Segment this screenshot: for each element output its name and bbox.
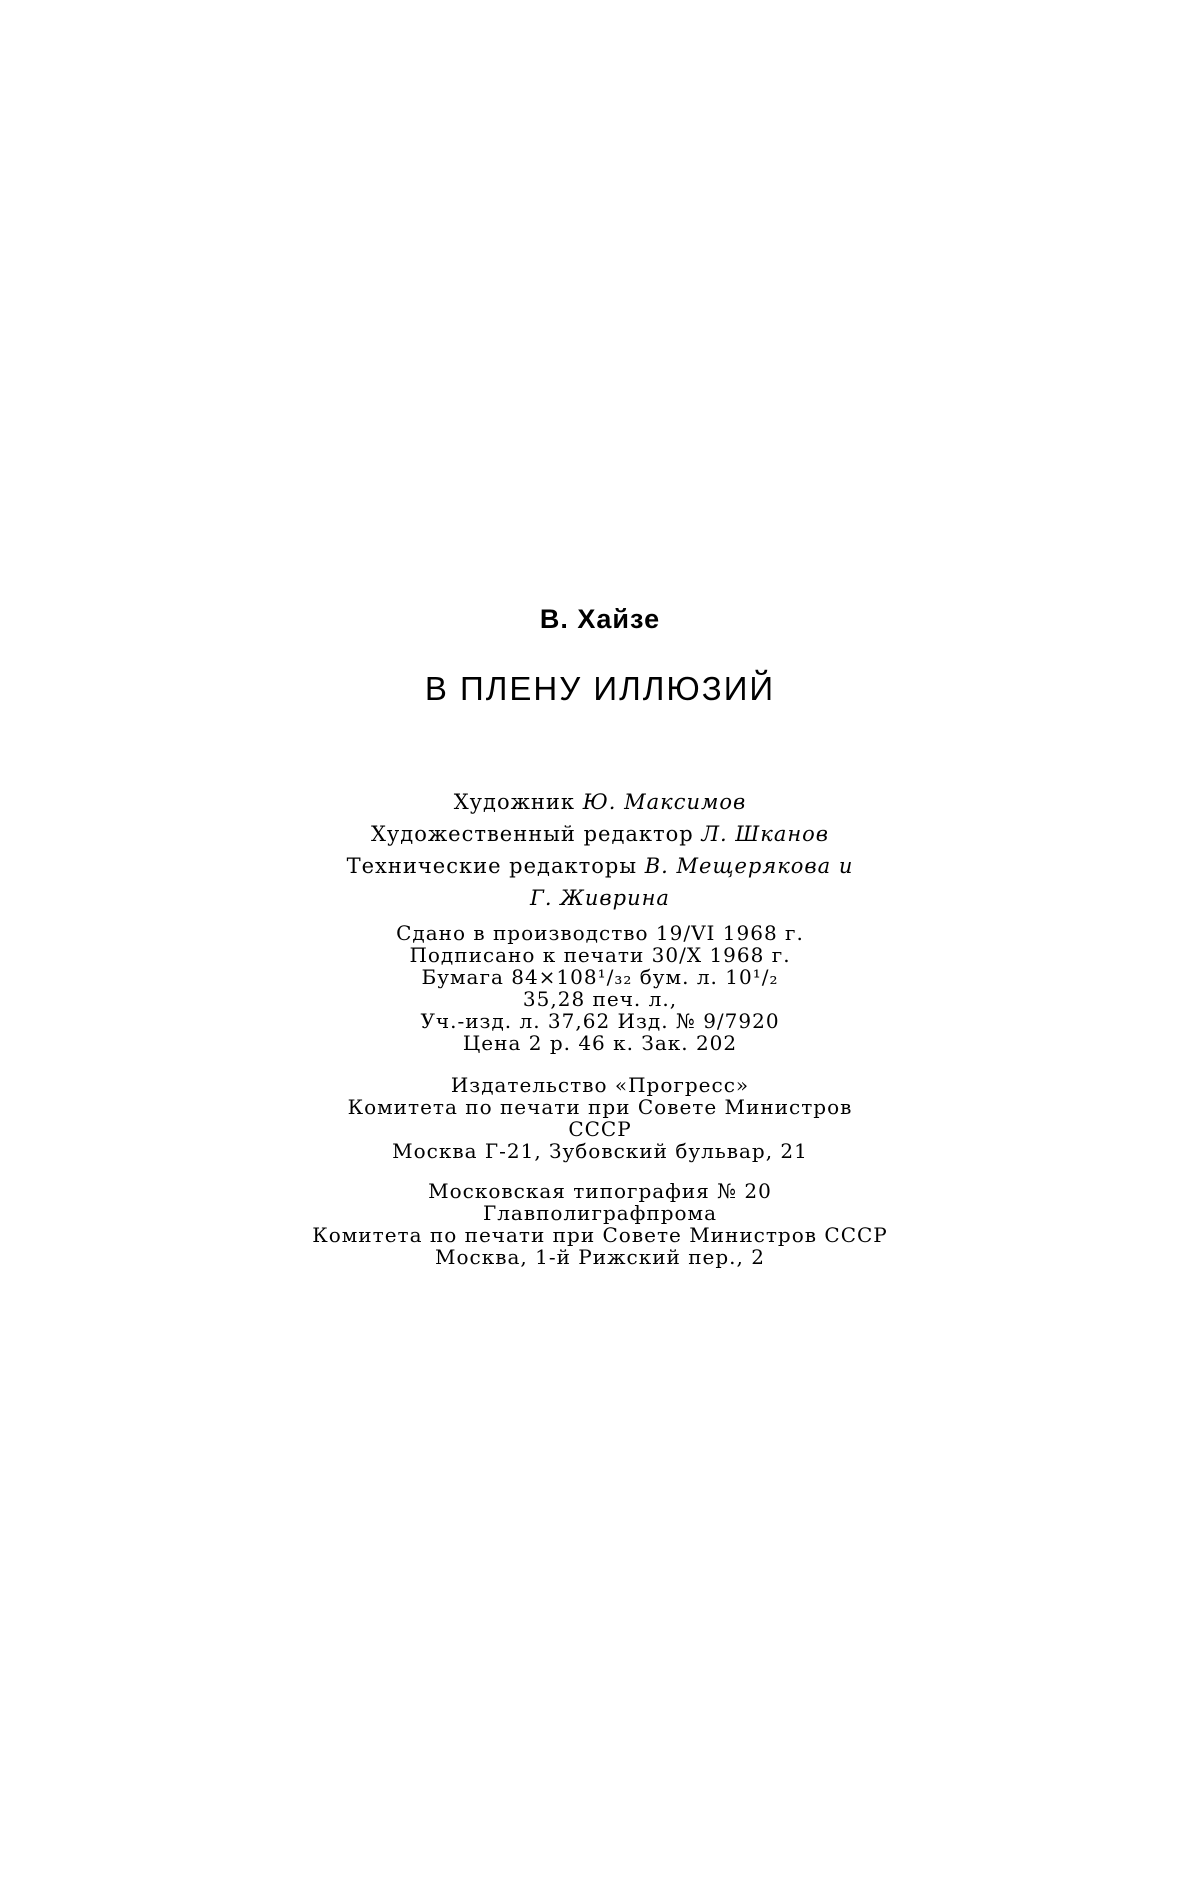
printing-line: Бумага 84×108¹/₃₂ бум. л. 10¹/₂: [421, 965, 779, 989]
tech-editors-name: В. Мещерякова и: [644, 854, 854, 878]
publisher-line: СССР: [568, 1117, 632, 1141]
artist-name: Ю. Максимов: [582, 790, 747, 814]
artist-credit: [0, 786, 1200, 818]
artist-role: Художник: [453, 790, 576, 814]
author-name: В. Хайзе: [539, 604, 661, 634]
publisher-block: [0, 1074, 1200, 1162]
printing-details: [0, 922, 1200, 1054]
publisher-line: Комитета по печати при Совете Министров: [347, 1095, 853, 1119]
art-editor-name: Л. Шканов: [701, 822, 830, 846]
printing-line: Уч.-изд. л. 37,62 Изд. № 9/7920: [420, 1009, 780, 1033]
tech-editors-role: Технические редакторы: [346, 854, 638, 878]
typography-block: [0, 1180, 1200, 1268]
typography-line: Московская типография № 20: [428, 1179, 772, 1203]
typography-line: Главполиграфпрома: [482, 1201, 718, 1225]
publisher-line: Издательство «Прогресс»: [450, 1073, 750, 1097]
typography-line: Комитета по печати при Совете Министров СССР: [312, 1223, 888, 1247]
tech-editors-credit: [0, 850, 1200, 882]
book-title: В ПЛЕНУ ИЛЛЮЗИЙ: [424, 670, 776, 707]
credits-block: [0, 786, 1200, 914]
printing-line: 35,28 печ. л.,: [522, 987, 678, 1011]
printing-line: Подписано к печати 30/X 1968 г.: [409, 943, 791, 967]
art-editor-role: Художественный редактор: [370, 822, 694, 846]
publisher-line: Москва Г-21, Зубовский бульвар, 21: [392, 1139, 808, 1163]
typography-line: Москва, 1-й Рижский пер., 2: [435, 1245, 765, 1269]
printing-line: Цена 2 р. 46 к. Зак. 202: [462, 1031, 738, 1055]
art-editor-credit: [0, 818, 1200, 850]
tech-editors-name-second: Г. Живрина: [530, 886, 670, 910]
printing-line: Сдано в производство 19/VI 1968 г.: [396, 921, 804, 945]
